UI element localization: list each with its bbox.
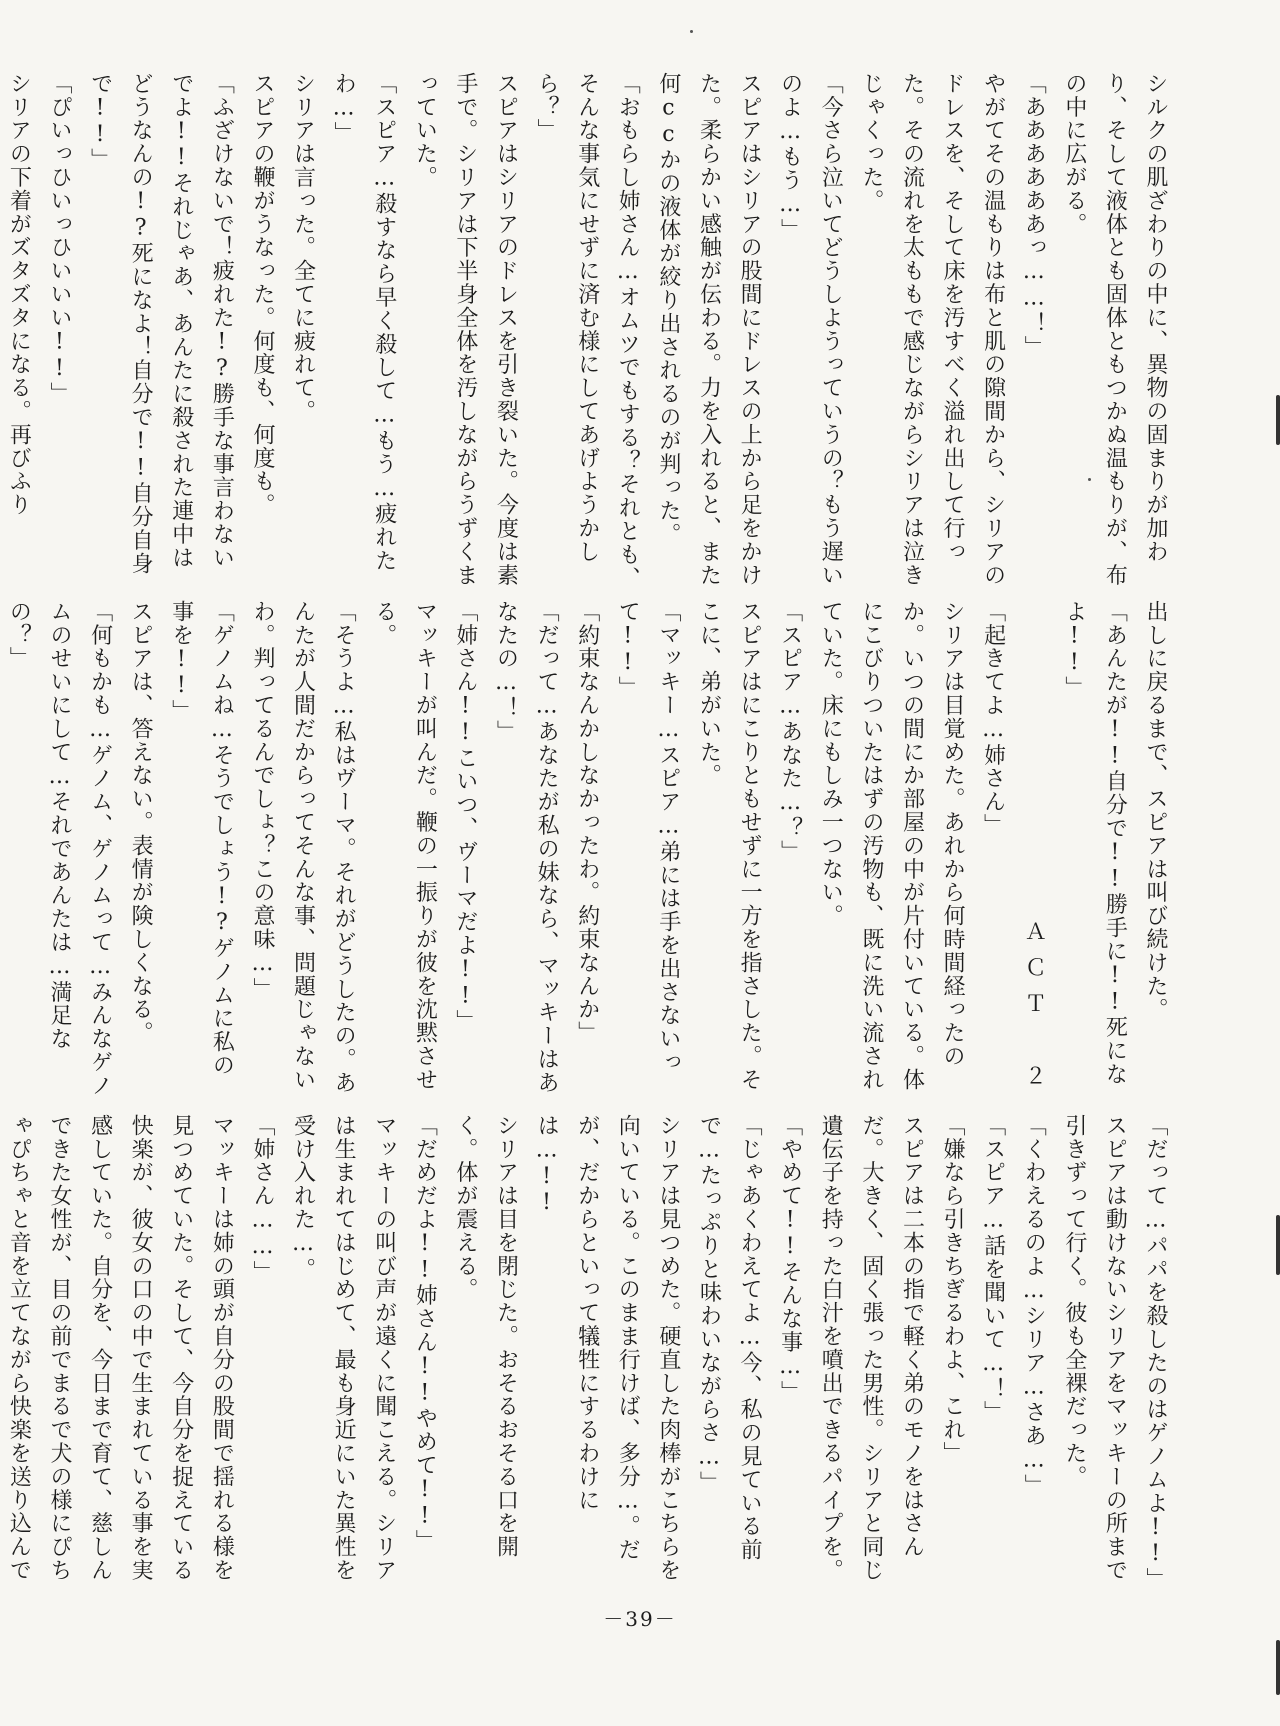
dialogue-line: 「じゃあくわえてよ…今、私の見ている前で…たっぷりと味わいながらさ…」 — [696, 1114, 763, 1562]
paragraph: スピアはシリアのドレスを引き裂いた。今度は素手で。シリアは下半身全体を汚しながらうずくまっていた。 — [412, 72, 519, 587]
paragraph: シリアは目覚めた。あれから何時間経ったのか。いつの間にか部屋の中が片付いている。体にこびりついたはずの汚物も、既に洗い流されていた。床にもしみ一つない。 — [818, 600, 966, 1092]
dialogue-line: 「姉さん……」 — [249, 1114, 275, 1284]
dialogue-line: 「だめだよ!!姉さん!!やめて!!」 — [412, 1114, 438, 1554]
dialogue-line: 「スピア…話を聞いて…！」 — [980, 1114, 1006, 1425]
dialogue-line: 「ふざけないで！疲れた!?勝手な事言わないでよ!!それじゃあ、あんたに殺された連中はどうなんの!?死になよ！自分で!!自分自身で!!」 — [87, 72, 235, 576]
scan-edge-mark — [1276, 395, 1280, 445]
dialogue-line: 「スピア…殺すなら早く殺して…もう…疲れたわ…」 — [331, 72, 397, 573]
dialogue-line: 「起きてよ…姉さん」 — [980, 600, 1006, 837]
dialogue-line: 「嫌なら引きちぎるわよ、これ」 — [940, 1114, 966, 1465]
dialogue-line: 「だって…パパを殺したのはゲノムよ!!」 — [1143, 1114, 1168, 1591]
dialogue-line: 「そうよ…私はヴーマ。それがどうしたの。あんたが人間だからってそんな事、問題じゃないわ。判ってるんでしょ？この意味…」 — [249, 600, 357, 1095]
paper-speck — [690, 30, 693, 33]
paragraph: マッキーの叫び声が遠くに聞こえる。シリアは生まれてはじめて、最も身近にいた異性を受け入れた…。 — [290, 1114, 397, 1582]
dialogue-line: 「ぴいっひいっひいいい!!」 — [46, 72, 72, 406]
dialogue-line: 「ああああああっ……！」 — [1021, 72, 1047, 359]
dialogue-line: 「ゲノムね…そうでしょう!?ゲノムに私の事を!!」 — [168, 600, 235, 1077]
dialogue-line: 「今さら泣いてどうしようっていうの？もう遅いのよ…もう…」 — [777, 72, 844, 587]
paragraph: マッキーが叫んだ。鞭の一振りが彼を沈黙させる。 — [371, 600, 438, 1092]
paragraph: スピアは動けないシリアをマッキーの所まで引きずって行く。彼も全裸だった。 — [1061, 1114, 1128, 1582]
act-heading: ＡＣＴ ２ — [1021, 920, 1047, 1100]
paragraph: シリアは目を閉じた。おそるおそる口を開く。体が震える。 — [452, 1114, 519, 1559]
paragraph: スピアは二本の指で軽く弟のモノをはさんだ。大きく、固く張った男性。シリアと同じ遺伝子を持った白汁を噴出できるパイプを。 — [818, 1114, 925, 1582]
dialogue-line: 「おもらし姉さん…オムツでもする？それとも、そんな事気にせずに済む様にしてあげようかしら？」 — [534, 72, 641, 590]
paragraph: やがてその温もりは布と肌の隙間から、シリアのドレスを、そして床を汚すべく溢れ出して行った。その流れを太ももで感じながらシリアは泣きじゃくった。 — [858, 72, 1006, 587]
dialogue-line: 「スピア…あなた…？」 — [777, 600, 803, 864]
dialogue-line: 「姉さん!!こいつ、ヴーマだよ!!」 — [452, 600, 478, 1034]
dialogue-line: 「マッキー…スピア…弟には手を出さないって!!」 — [615, 600, 681, 1074]
scan-edge-mark — [1276, 1640, 1280, 1695]
paragraph: スピアは、答えない。表情が険しくなる。 — [128, 600, 154, 1045]
text-column-lower — [5, 1114, 1175, 1604]
paragraph: シリアは見つめた。硬直した肉棒がこちらを向いている。このまま行けば、多分…。だが、だからといって犠牲にするわけには…!! — [534, 1114, 681, 1582]
paragraph: シリアの下着がズタズタになる。再びふり — [6, 72, 32, 517]
dialogue-line: 「くわえるのよ…シリア…さあ…」 — [1021, 1114, 1047, 1498]
dialogue-line: 「あんたが!!自分で!!勝手に!!死になよ!!」 — [1061, 600, 1128, 1086]
paper-speck — [1088, 478, 1091, 481]
page-number: －39－ — [603, 1607, 677, 1631]
paragraph: マッキーは姉の頭が自分の股間で揺れる様を見つめていた。そして、今自分を捉えている快楽が、彼女の口の中で生まれている事を実感していた。自分を、今日まで育て、慈しんできた女性が、目の前でまるで犬の様にぴちゃぴちゃと音を立てながら快楽を送り込んで — [6, 1114, 235, 1582]
paragraph: 出しに戻るまで、スピアは叫び続けた。 — [1143, 600, 1168, 1022]
paragraph: シルクの肌ざわりの中に、異物の固まりが加わり、そして液体とも固体ともつかぬ温もりが、布の中に広がる。 — [1061, 72, 1168, 587]
dialogue-line: 「やめて!!そんな事…」 — [777, 1114, 803, 1404]
scan-edge-mark — [1276, 1215, 1280, 1275]
paragraph: スピアの鞭がうなった。何度も、何度も。 — [249, 72, 275, 517]
dialogue-line: 「約束なんかしなかったわ。約束なんか」 — [574, 600, 600, 1045]
paragraph: シリアは言った。全てに疲れて。 — [290, 72, 316, 423]
text-column-upper — [5, 72, 1175, 592]
text-column-middle — [5, 600, 1175, 1100]
dialogue-line: 「何もかも…ゲノム、ゲノムって…みんなゲノムのせいにして…それであんたは…満足なの？」 — [6, 600, 113, 1098]
dialogue-line: 「だって…あなたが私の妹なら、マッキーはあなたの…！」 — [493, 600, 560, 1095]
paragraph: スピアはシリアの股間にドレスの上から足をかけた。柔らかい感触が伝わる。力を入れると、また何ccかの液体が絞り出されるのが判った。 — [655, 72, 763, 587]
paragraph: スピアはにこりともせずに一方を指さした。そこに、弟がいた。 — [696, 600, 763, 1092]
